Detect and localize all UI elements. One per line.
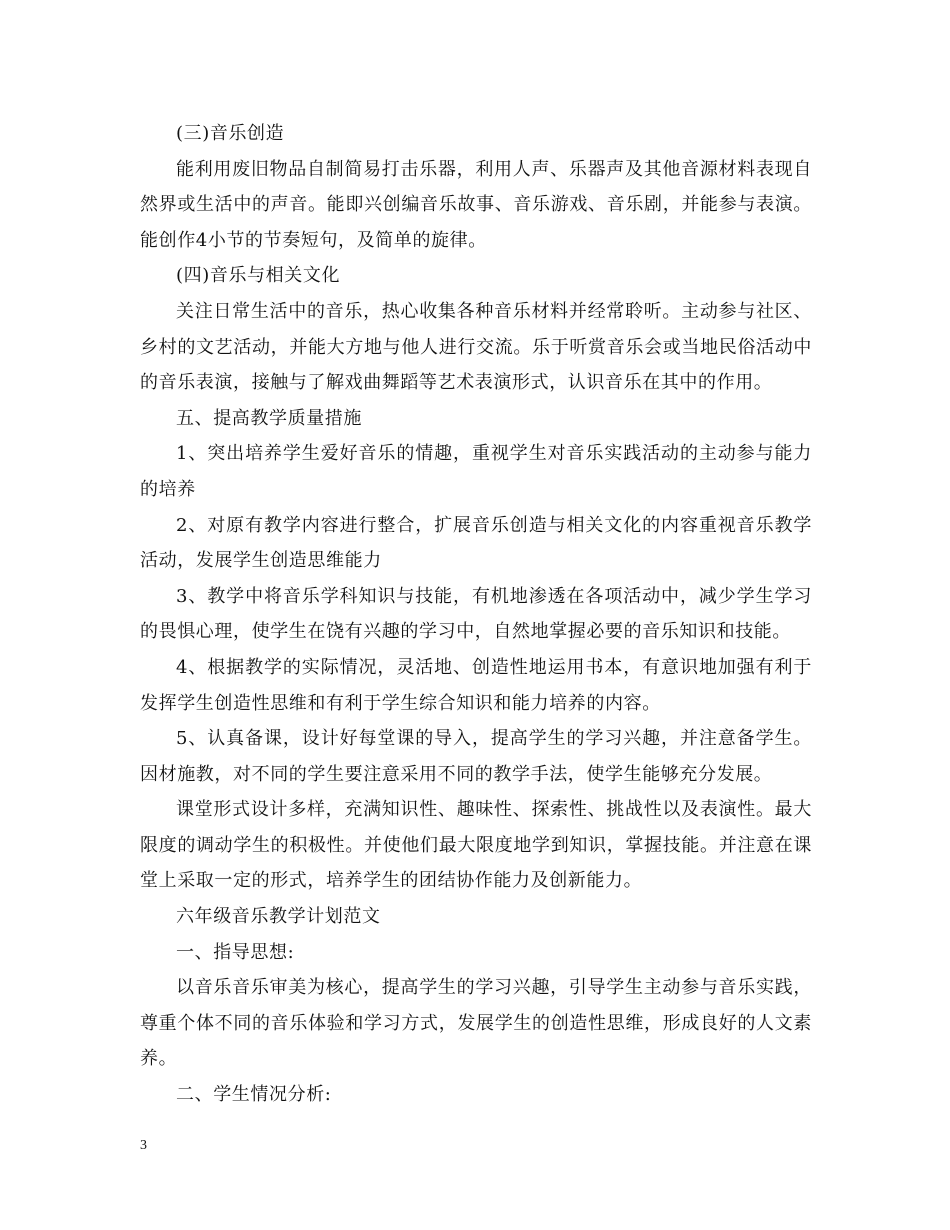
section-heading-guiding-thought: 一、指导思想: xyxy=(176,941,295,963)
paragraph-measure-3: 3、教学中将音乐学科知识与技能，有机地渗透在各项活动中，减少学生学习的畏惧心理，使学生在饶有兴趣的学习中，自然地掌握必要的音乐知识和技能。 xyxy=(140,585,812,643)
paragraph-classroom-forms: 课堂形式设计多样，充满知识性、趣味性、探索性、挑战性以及表演性。最大限度的调动学生的积极性。并使他们最大限度地学到知识，掌握技能。并注意在课堂上采取一定的形式，培养学生的团结协作能力及创新能力。 xyxy=(140,799,812,892)
section-heading-music-creation: (三)音乐创造 xyxy=(176,123,285,144)
paragraph-measure-4: 4、根据教学的实际情况，灵活地、创造性地运用书本，有意识地加强有利于发挥学生创造性思维和有利于学生综合知识和能力培养的内容。 xyxy=(140,656,812,714)
page-number: 3 xyxy=(140,1138,147,1153)
section-heading-quality-measures: 五、提高教学质量措施 xyxy=(176,407,362,429)
section-heading-student-analysis: 二、学生情况分析: xyxy=(176,1084,332,1106)
document-body xyxy=(140,116,812,1113)
document-subtitle: 六年级音乐教学计划范文 xyxy=(176,906,381,928)
paragraph-measure-1: 1、突出培养学生爱好音乐的情趣，重视学生对音乐实践活动的主动参与能力的培养 xyxy=(140,443,812,500)
section-heading-music-culture: (四)音乐与相关文化 xyxy=(176,265,341,287)
paragraph-guiding-thought: 以音乐音乐审美为核心，提高学生的学习兴趣，引导学生主动参与音乐实践，尊重个体不同的音乐体验和学习方式，发展学生的创造性思维，形成良好的人文素养。 xyxy=(140,977,812,1070)
paragraph-music-culture: 关注日常生活中的音乐，热心收集各种音乐材料并经常聆听。主动参与社区、乡村的文艺活动，并能大方地与他人进行交流。乐于听赏音乐会或当地民俗活动中的音乐表演，接触与了解戏曲舞蹈等艺术表演形式，认识音乐在其中的作用。 xyxy=(140,300,812,394)
paragraph-music-creation: 能利用废旧物品自制简易打击乐器，利用人声、乐器声及其他音源材料表现自然界或生活中的声音。能即兴创编音乐故事、音乐游戏、音乐剧，并能参与表演。能创作4小节的节奏短句，及简单的旋律。 xyxy=(140,158,812,251)
paragraph-measure-2: 2、对原有教学内容进行整合，扩展音乐创造与相关文化的内容重视音乐教学活动，发展学生创造思维能力 xyxy=(140,514,812,572)
paragraph-measure-5: 5、认真备课，设计好每堂课的导入，提高学生的学习兴趣，并注意备学生。因材施教，对不同的学生要注意采用不同的教学手法，使学生能够充分发展。 xyxy=(140,728,812,785)
